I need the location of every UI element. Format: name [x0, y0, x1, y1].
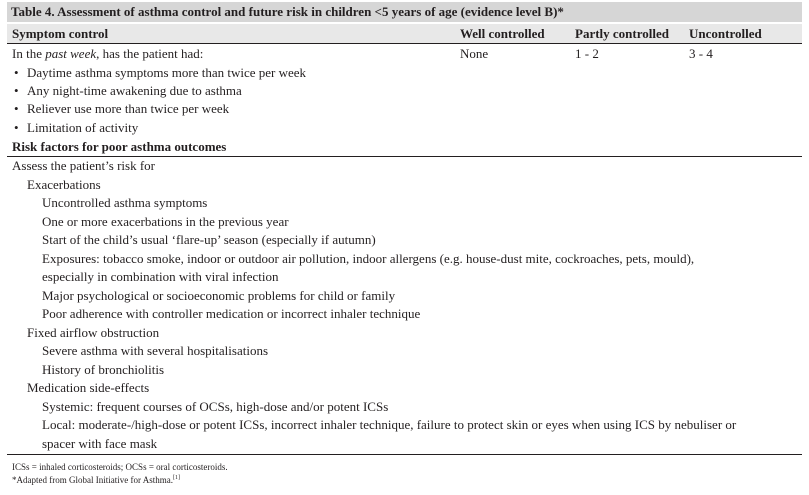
- exacerbation-item: especially in combination with viral infection: [42, 269, 279, 284]
- side-effects-item: Systemic: frequent courses of OCSs, high-dose and/or potent ICSs: [42, 399, 389, 414]
- fixed-airflow-item: History of bronchiolitis: [42, 362, 165, 377]
- bullet-marker: •: [14, 101, 19, 116]
- side-effects-item: spacer with face mask: [42, 436, 158, 451]
- risk-factors-heading-text: Risk factors for poor asthma outcomes: [12, 139, 227, 154]
- exacerbation-item: One or more exacerbations in the previous year: [42, 214, 289, 229]
- exacerbation-item: Major psychological or socioeconomic problems for child or family: [42, 288, 396, 303]
- exacerbations-label: Exacerbations: [27, 177, 101, 192]
- fixed-airflow-item: Severe asthma with several hospitalisations: [42, 343, 269, 358]
- symptom-question-prefix: In the: [12, 46, 46, 61]
- exacerbation-item: Start of the child’s usual ‘flare-up’ season (especially if autumn): [42, 232, 376, 247]
- header-partly-controlled: Partly controlled: [575, 26, 669, 41]
- side-effects-item: Local: moderate-/high-dose or potent ICSs, incorrect inhaler technique, failure to protect skin or eyes when using ICS by nebuliser or: [42, 417, 737, 432]
- symptom-question: [12, 45, 203, 63]
- bullet-marker: •: [14, 65, 19, 80]
- footnote-reference: [1]: [172, 475, 180, 481]
- risk-factors-heading: [7, 138, 802, 157]
- footnote-source: [12, 473, 180, 486]
- symptom-item: [0, 100, 500, 118]
- bullet-marker: •: [14, 83, 19, 98]
- symptom-text: Daytime asthma symptoms more than twice per week: [27, 65, 307, 80]
- footnote-abbreviations: ICSs = inhaled corticosteroids; OCSs = oral corticosteroids.: [12, 462, 228, 472]
- value-uncontrolled: 3 - 4: [689, 46, 713, 61]
- table-header-row: [7, 24, 802, 44]
- exacerbation-item: Poor adherence with controller medication or incorrect inhaler technique: [42, 306, 421, 321]
- table-title: [7, 2, 802, 22]
- risk-intro: Assess the patient’s risk for: [12, 158, 155, 173]
- symptom-text: Reliever use more than twice per week: [27, 101, 230, 116]
- exacerbation-item: Uncontrolled asthma symptoms: [42, 195, 208, 210]
- value-well-controlled: None: [460, 46, 489, 61]
- value-partly-controlled: 1 - 2: [575, 46, 599, 61]
- table-title-text: Table 4. Assessment of asthma control and future risk in children <5 years of age (evidence level B)*: [11, 4, 564, 19]
- bullet-marker: •: [14, 120, 19, 135]
- symptom-item: [0, 119, 500, 137]
- header-symptom-control: Symptom control: [12, 26, 109, 41]
- symptom-item: [0, 64, 500, 82]
- fixed-airflow-label: Fixed airflow obstruction: [27, 325, 160, 340]
- symptom-text: Limitation of activity: [27, 120, 139, 135]
- table-bottom-rule: [7, 454, 802, 455]
- header-well-controlled: Well controlled: [460, 26, 545, 41]
- footnote-source-text: *Adapted from Global Initiative for Asthma.: [12, 475, 173, 485]
- exacerbation-item: Exposures: tobacco smoke, indoor or outdoor air pollution, indoor allergens (e.g. house-dust mite, cockroaches, pets, mould),: [42, 251, 695, 266]
- symptom-text: Any night-time awakening due to asthma: [27, 83, 242, 98]
- side-effects-label: Medication side-effects: [27, 380, 150, 395]
- header-uncontrolled: Uncontrolled: [689, 26, 762, 41]
- symptom-question-emphasis: past week: [45, 46, 97, 61]
- symptom-question-suffix: , has the patient had:: [96, 46, 204, 61]
- symptom-item: [0, 82, 500, 100]
